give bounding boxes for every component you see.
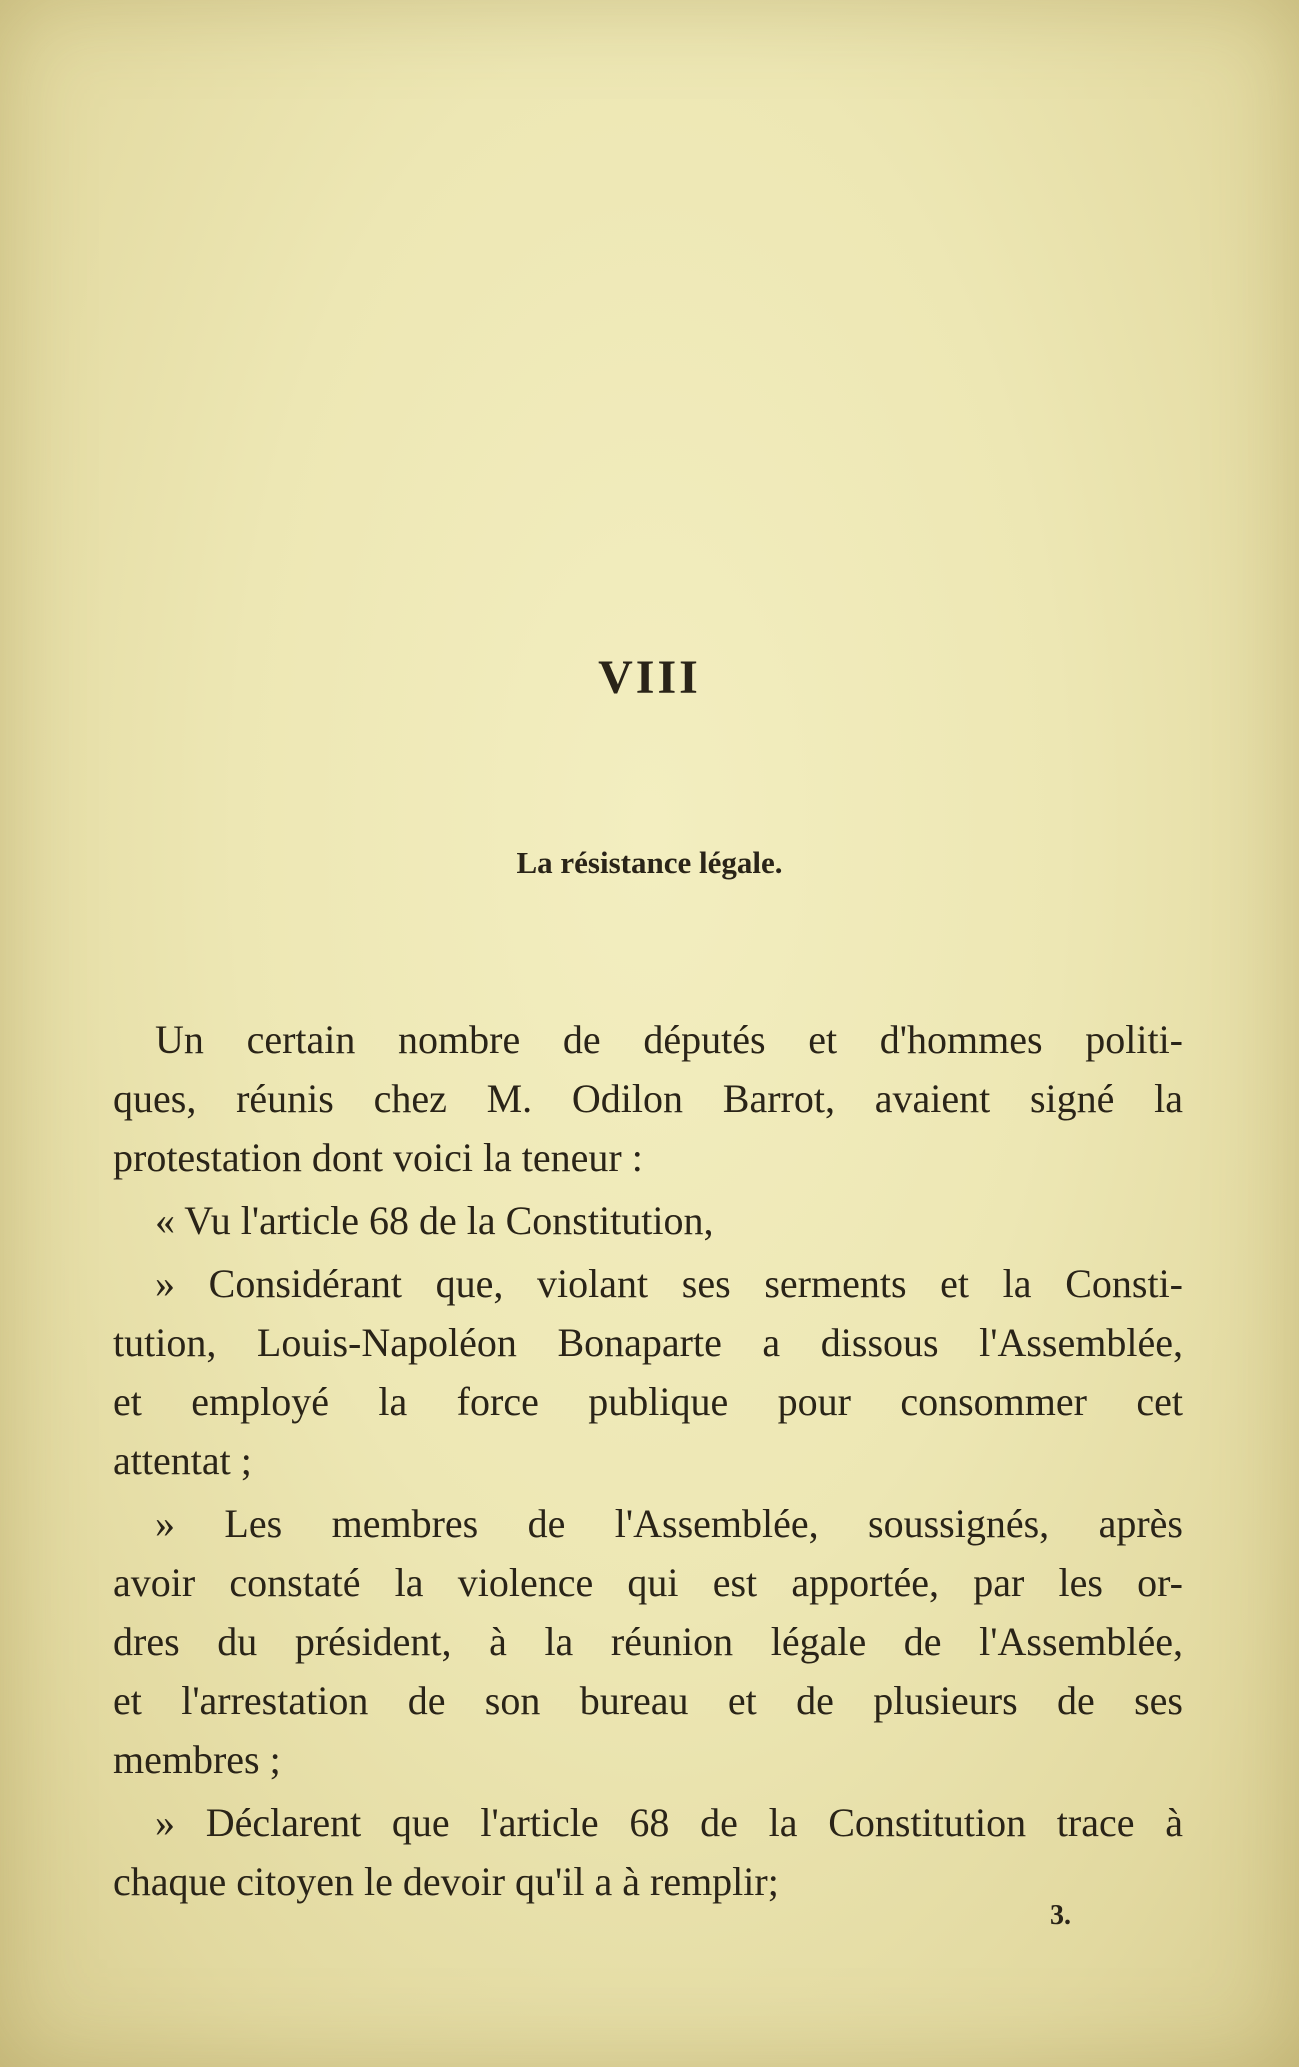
text-line: Un certain nombre de députés et d'hommes politi-	[155, 1017, 1183, 1062]
text-line: ques, réunis chez M. Odilon Barrot, avaient signé la	[113, 1076, 1183, 1121]
text-line: membres ;	[113, 1737, 281, 1782]
chapter-title: La résistance légale.	[516, 845, 783, 880]
text-line: » Déclarent que l'article 68 de la Constitution trace à	[155, 1800, 1183, 1845]
text-line: chaque citoyen le devoir qu'il a à remplir;	[113, 1859, 779, 1904]
signature-mark: 3.	[1050, 1900, 1071, 1931]
text-line: et employé la force publique pour consommer cet	[113, 1379, 1183, 1424]
text-line: « Vu l'article 68 de la Constitution,	[155, 1198, 714, 1243]
text-line: » Les membres de l'Assemblée, soussignés, après	[155, 1501, 1183, 1546]
text-line: protestation dont voici la teneur :	[113, 1135, 643, 1180]
body-text	[113, 1010, 1183, 1911]
text-line: » Considérant que, violant ses serments et la Consti-	[155, 1261, 1183, 1306]
text-line: avoir constaté la violence qui est apportée, par les or-	[113, 1560, 1183, 1605]
text-line: et l'arrestation de son bureau et de plusieurs de ses	[113, 1678, 1183, 1723]
chapter-number: VIII	[598, 651, 701, 704]
text-line: tution, Louis-Napoléon Bonaparte a dissous l'Assemblée,	[113, 1320, 1183, 1365]
text-line: attentat ;	[113, 1438, 252, 1483]
text-line: dres du président, à la réunion légale de l'Assemblée,	[113, 1619, 1183, 1664]
